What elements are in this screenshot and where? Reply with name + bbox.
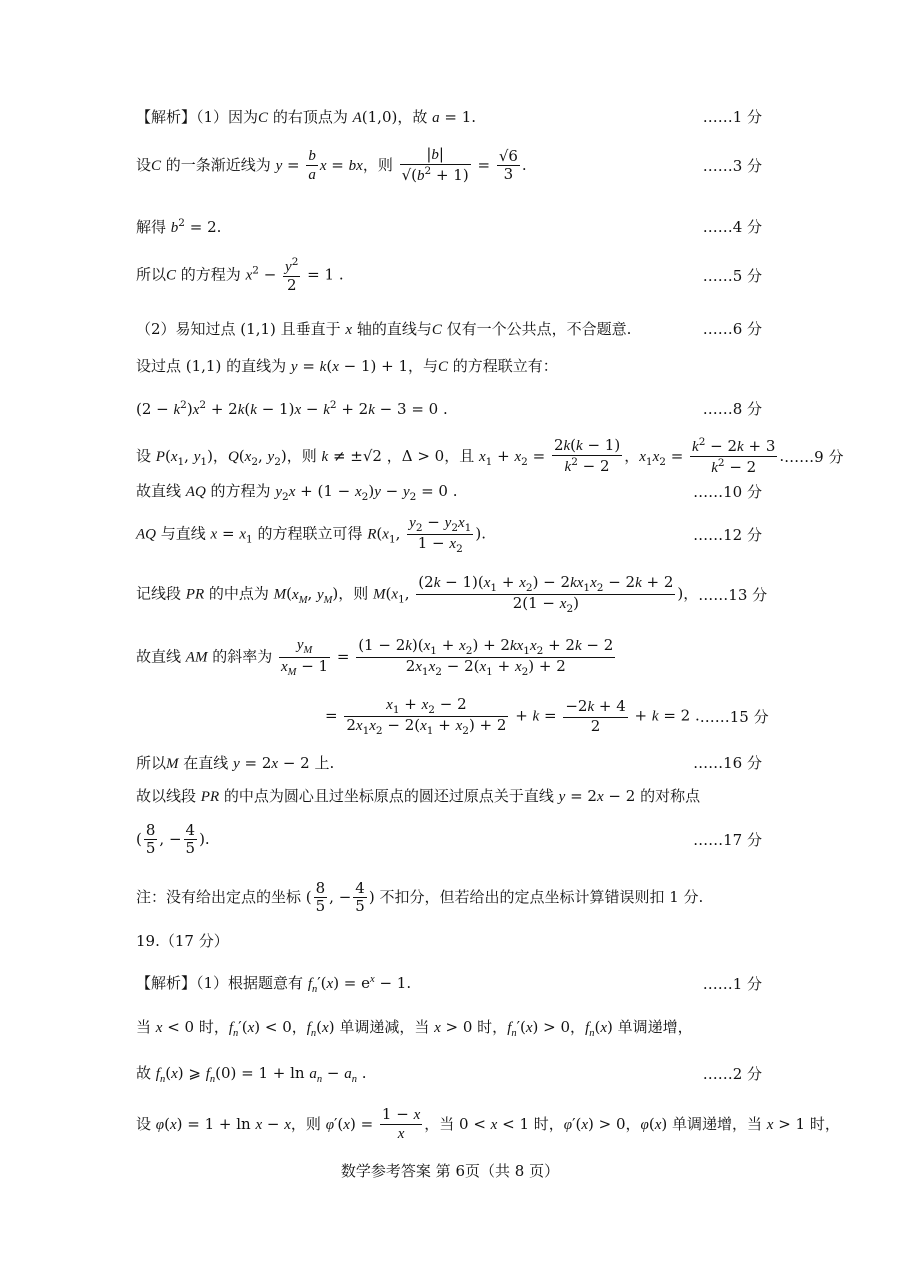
line-text: 记线段 PR 的中点为 $M(x_M$, $y_M$)，则 $M(x_1$, $\frac{(2k - 1)(x_1 + x_2) - 2kx_1x_2 - 2k + 2}{2(1 - x_2)}$ )， — [136, 573, 699, 616]
line-text: 注：没有给出定点的坐标 ( $\frac{8}{5}$ , − $\frac{4}{5}$ ) 不扣分，但若给出的定点坐标计算错误则扣 1 分. — [136, 879, 704, 916]
page-footer: 数学参考答案 第 6页（共 8 页） — [340, 1162, 560, 1180]
score-mark: ……10 分 — [693, 483, 762, 501]
line-text: 设过点 (1,1) 的直线为 y = k(x − 1) + 1，与C 的方程联立有： — [136, 357, 558, 375]
solution-line — [136, 318, 762, 339]
line-text: 故 $f_n(x)$ ⩾ $f_n(0) = 1 + \ln a_n - a_n$ . — [136, 1064, 367, 1085]
score-mark: ……1 分 — [702, 108, 762, 126]
line-text: 设 $P(x_1$, $y_1$)，$Q(x_2$, $y_2$)，则 k ≠ ±√2 ，Δ > 0，且 $x_1 + x_2$ = $\frac{2k(k - 1)}{k^2 - 2}$ ，$x_1x_2$ = $\frac{k^2 - 2k + 3}{k^2 - 2}$ . — [136, 436, 785, 477]
solution-line — [136, 930, 762, 951]
score-mark: ……3 分 — [702, 157, 762, 176]
solution-line — [136, 785, 762, 806]
solution-line — [136, 880, 762, 916]
solution-line — [136, 1062, 762, 1085]
score-mark: ……9 分 — [784, 448, 844, 467]
solution-line — [136, 573, 768, 616]
solution-line — [136, 106, 762, 127]
solution-line — [136, 972, 762, 995]
solution-line — [136, 752, 762, 773]
solution-line — [136, 514, 762, 555]
line-text: = $\frac{x_1 + x_2 - 2}{2x_1x_2 - 2(x_1 + x_2) + 2}$ + k = $\frac{-2k + 4}{2}$ + k = 2 . — [325, 695, 700, 738]
solution-line — [136, 146, 762, 186]
solution-line — [136, 1016, 762, 1039]
score-mark: ……6 分 — [702, 320, 762, 338]
line-text: 设C 的一条渐近线为 y = $\frac{b}{a}$ x = bx，则 $\frac{|b|}{√(b^2 + 1)}$ = $\frac{√6}{3}$ . — [136, 145, 527, 185]
solution-line — [136, 355, 762, 376]
score-mark: ……12 分 — [693, 526, 762, 545]
solution-line — [136, 480, 762, 503]
score-mark: ……16 分 — [693, 754, 762, 772]
score-mark: ……5 分 — [702, 266, 762, 285]
solution-line — [136, 636, 762, 679]
score-mark: ……1 分 — [702, 975, 762, 993]
solution-line — [136, 216, 762, 237]
solution-line — [136, 436, 844, 478]
line-text: 所以C 的方程为 $x^2$ − $\frac{y^2}{2}$ = 1 . — [136, 256, 344, 295]
line-text: 所以M 在直线 y = 2x − 2 上. — [136, 754, 335, 772]
line-text: （2）易知过点 (1,1) 且垂直于 x 轴的直线与C 仅有一个公共点，不合题意. — [136, 320, 632, 338]
score-mark: ……8 分 — [702, 400, 762, 418]
solution-line — [136, 822, 762, 858]
solution-line — [136, 1105, 840, 1144]
line-text: 故以线段 PR 的中点为圆心且过坐标原点的圆还过原点关于直线 y = 2x − 2 的对称点 — [136, 787, 701, 805]
line-text: $(2 - k^2)x^2 + 2k(k - 1)x - k^2 + 2k - 3 = 0$ . — [136, 398, 448, 418]
line-text: 设 φ(x) = 1 + ln x − x，则 φ′(x) = $\frac{1 - x}{x}$ ，当 0 < x < 1 时，φ′(x) > 0，φ(x) 单调递增，当 x > 1 时， — [136, 1105, 840, 1143]
score-mark: ……4 分 — [702, 218, 762, 236]
line-text: 【解析】（1）因为C 的右顶点为 A(1,0)，故 a = 1. — [136, 108, 477, 126]
line-text: 【解析】（1）根据题意有 $f_n'(x) = e^x - 1$. — [136, 974, 412, 995]
line-text: AQ 与直线 $x = x_1$ 的方程联立可得 $R(x_1$, $\frac{y_2 - y_2x_1}{1 - x_2}$ ). — [136, 513, 486, 556]
score-mark: ……13 分 — [698, 586, 768, 605]
line-text: 故直线 AM 的斜率为 $\frac{y_M}{x_M - 1}$ = $\frac{(1 - 2k)(x_1 + x_2) + 2kx_1x_2 + 2k - 2}{2x_1x_2 - 2(x_1 + x_2) + 2}$ — [136, 636, 614, 679]
line-text: 故直线 AQ 的方程为 $y_2x + (1 - x_2)y - y_2 = 0$ . — [136, 482, 458, 503]
score-mark: ……17 分 — [693, 831, 762, 850]
line-text: 19.（17 分） — [136, 932, 229, 950]
score-mark: ……15 分 — [699, 708, 769, 727]
solution-line — [136, 398, 762, 419]
score-mark: ……2 分 — [702, 1065, 762, 1083]
line-text: 当 x < 0 时，$f_n'(x) < 0$，$f_n(x)$ 单调递减，当 x > 0 时，$f_n'(x) > 0$，$f_n(x)$ 单调递增， — [136, 1018, 693, 1039]
solution-line — [325, 695, 769, 738]
line-text: 解得 $b^2 = 2$. — [136, 217, 222, 236]
solution-line — [136, 256, 762, 295]
line-text: ( $\frac{8}{5}$ , − $\frac{4}{5}$ ). — [136, 821, 210, 858]
